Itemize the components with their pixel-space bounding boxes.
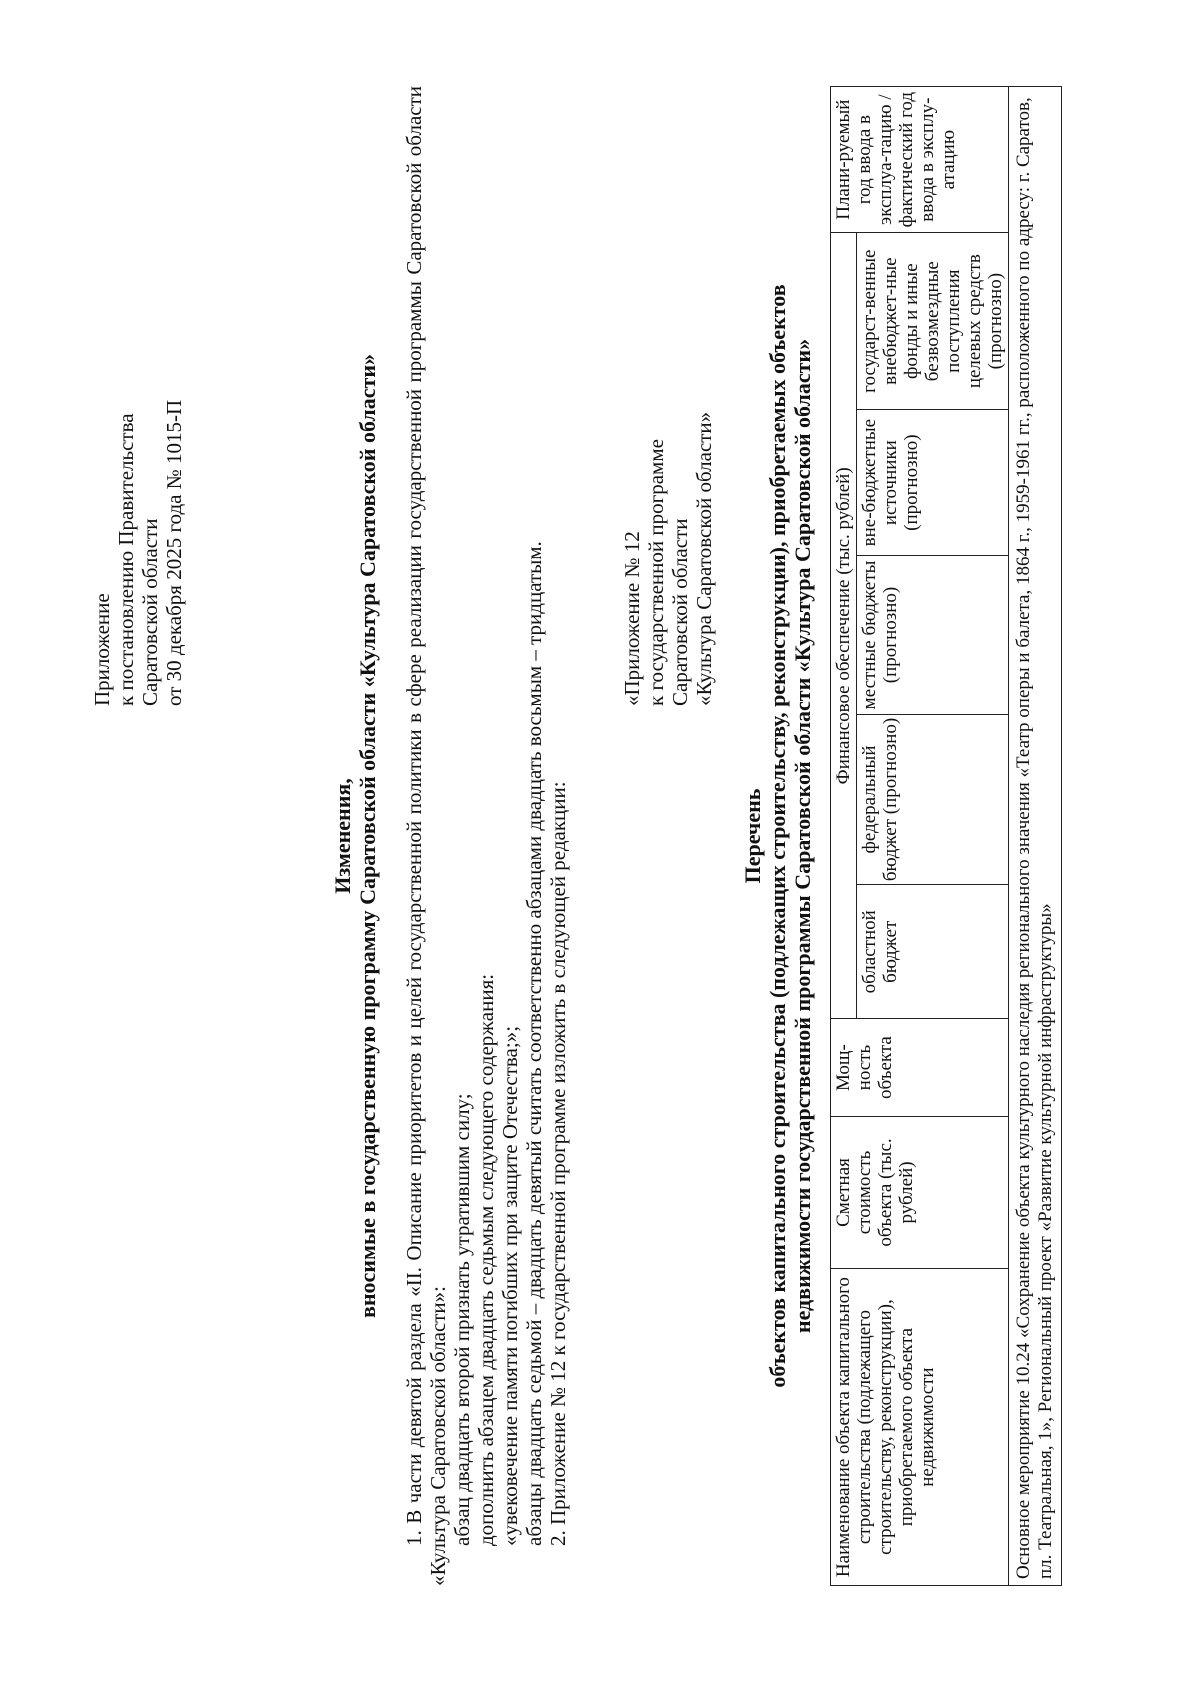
col-header-regional: областной бюджет bbox=[857, 885, 1009, 1019]
paragraph-1a: абзац двадцать второй признать утратившим силу; bbox=[450, 1093, 474, 1546]
paragraph-1: 1. В части девятой раздела «II. Описание приоритетов и целей государственной политики в сфере реализации государственной программы Саратовской области «Культура Саратовской области»: bbox=[402, 86, 450, 1586]
list-title-line-1: Перечень bbox=[740, 788, 765, 884]
col-header-finance: Финансовое обеспечение (тыс. рублей) bbox=[831, 233, 857, 1019]
title-line-2: вносимые в государственную программу Саратовской области «Культура Саратовской области» bbox=[355, 354, 380, 1319]
col-header-year: Плани-руемый год ввода в эксплуа-тацию / фактический год ввода в эксплу-атацию bbox=[831, 87, 1009, 233]
table-header-row bbox=[831, 87, 857, 1586]
objects-table bbox=[830, 86, 1062, 1586]
col-header-local: местные бюджеты (прогнозно) bbox=[857, 556, 1009, 714]
appendix-new-header bbox=[620, 412, 716, 706]
appendix-new-line: Саратовской области bbox=[668, 518, 692, 706]
table-row bbox=[1009, 87, 1062, 1586]
title-line-1: Изменения, bbox=[330, 778, 355, 894]
appendix-new-line: к государственной программе bbox=[644, 439, 668, 706]
changes-body bbox=[402, 86, 570, 1586]
appendix-line: к постановлению Правительства bbox=[114, 413, 138, 706]
paragraph-1b: дополнить абзацем двадцать седьмым следующего содержания: bbox=[474, 973, 498, 1546]
col-header-cost: Сметная стоимость объекта (тыс. рублей) bbox=[831, 1116, 1009, 1268]
appendix-line: Саратовской области bbox=[138, 518, 162, 706]
list-title bbox=[740, 86, 815, 1586]
col-header-state-funds: государст-венные внебюджет-ные фонды и иные безвозмездные поступления целевых средств (прогнозно) bbox=[857, 233, 1009, 410]
col-header-federal: федеральный бюджет (прогнозно) bbox=[857, 714, 1009, 885]
list-title-line-2: объектов капитального строительства (подлежащих строительству, реконструкции), приобретаемых объектов bbox=[765, 284, 790, 1388]
appendix-header bbox=[90, 400, 186, 706]
col-header-capacity: Мощ-ность объекта bbox=[831, 1019, 1009, 1116]
appendix-new-line: «Приложение № 12 bbox=[620, 531, 644, 706]
paragraph-1d: абзацы двадцать седьмой – двадцать девятый считать соответственно абзацами двадцать восьмым – тридцатым. bbox=[522, 541, 546, 1546]
paragraph-2: 2. Приложение № 12 к государственной программе изложить в следующей редакции: bbox=[546, 781, 570, 1546]
list-title-line-3: недвижимости государственной программы Саратовской области «Культура Саратовской области» bbox=[790, 338, 815, 1334]
document-title bbox=[330, 86, 380, 1586]
paragraph-1c: «увековечение памяти погибших при защите Отечества;»; bbox=[498, 1025, 522, 1546]
document-page bbox=[90, 86, 1120, 1586]
table-note: Основное мероприятие 10.24 «Сохранение объекта культурного наследия регионального значения «Театр оперы и балета, 1864 г., 1959-1961 гг., расположенного по адресу: г. Саратов, пл. Театральная, 1», Региональный проект «Развитие культурной инфраструктуры» bbox=[1009, 87, 1062, 1586]
appendix-line: Приложение bbox=[90, 593, 114, 706]
col-header-name: Наименование объекта капитального строительства (подлежащего строительству, реконструкции), приобретаемого объекта недвижимости bbox=[831, 1269, 1009, 1586]
appendix-new-line: «Культура Саратовской области» bbox=[692, 411, 716, 706]
col-header-offbudget: вне-бюджетные источники (прогнозно) bbox=[857, 410, 1009, 556]
appendix-line: от 30 декабря 2025 года № 1015-П bbox=[162, 399, 186, 706]
